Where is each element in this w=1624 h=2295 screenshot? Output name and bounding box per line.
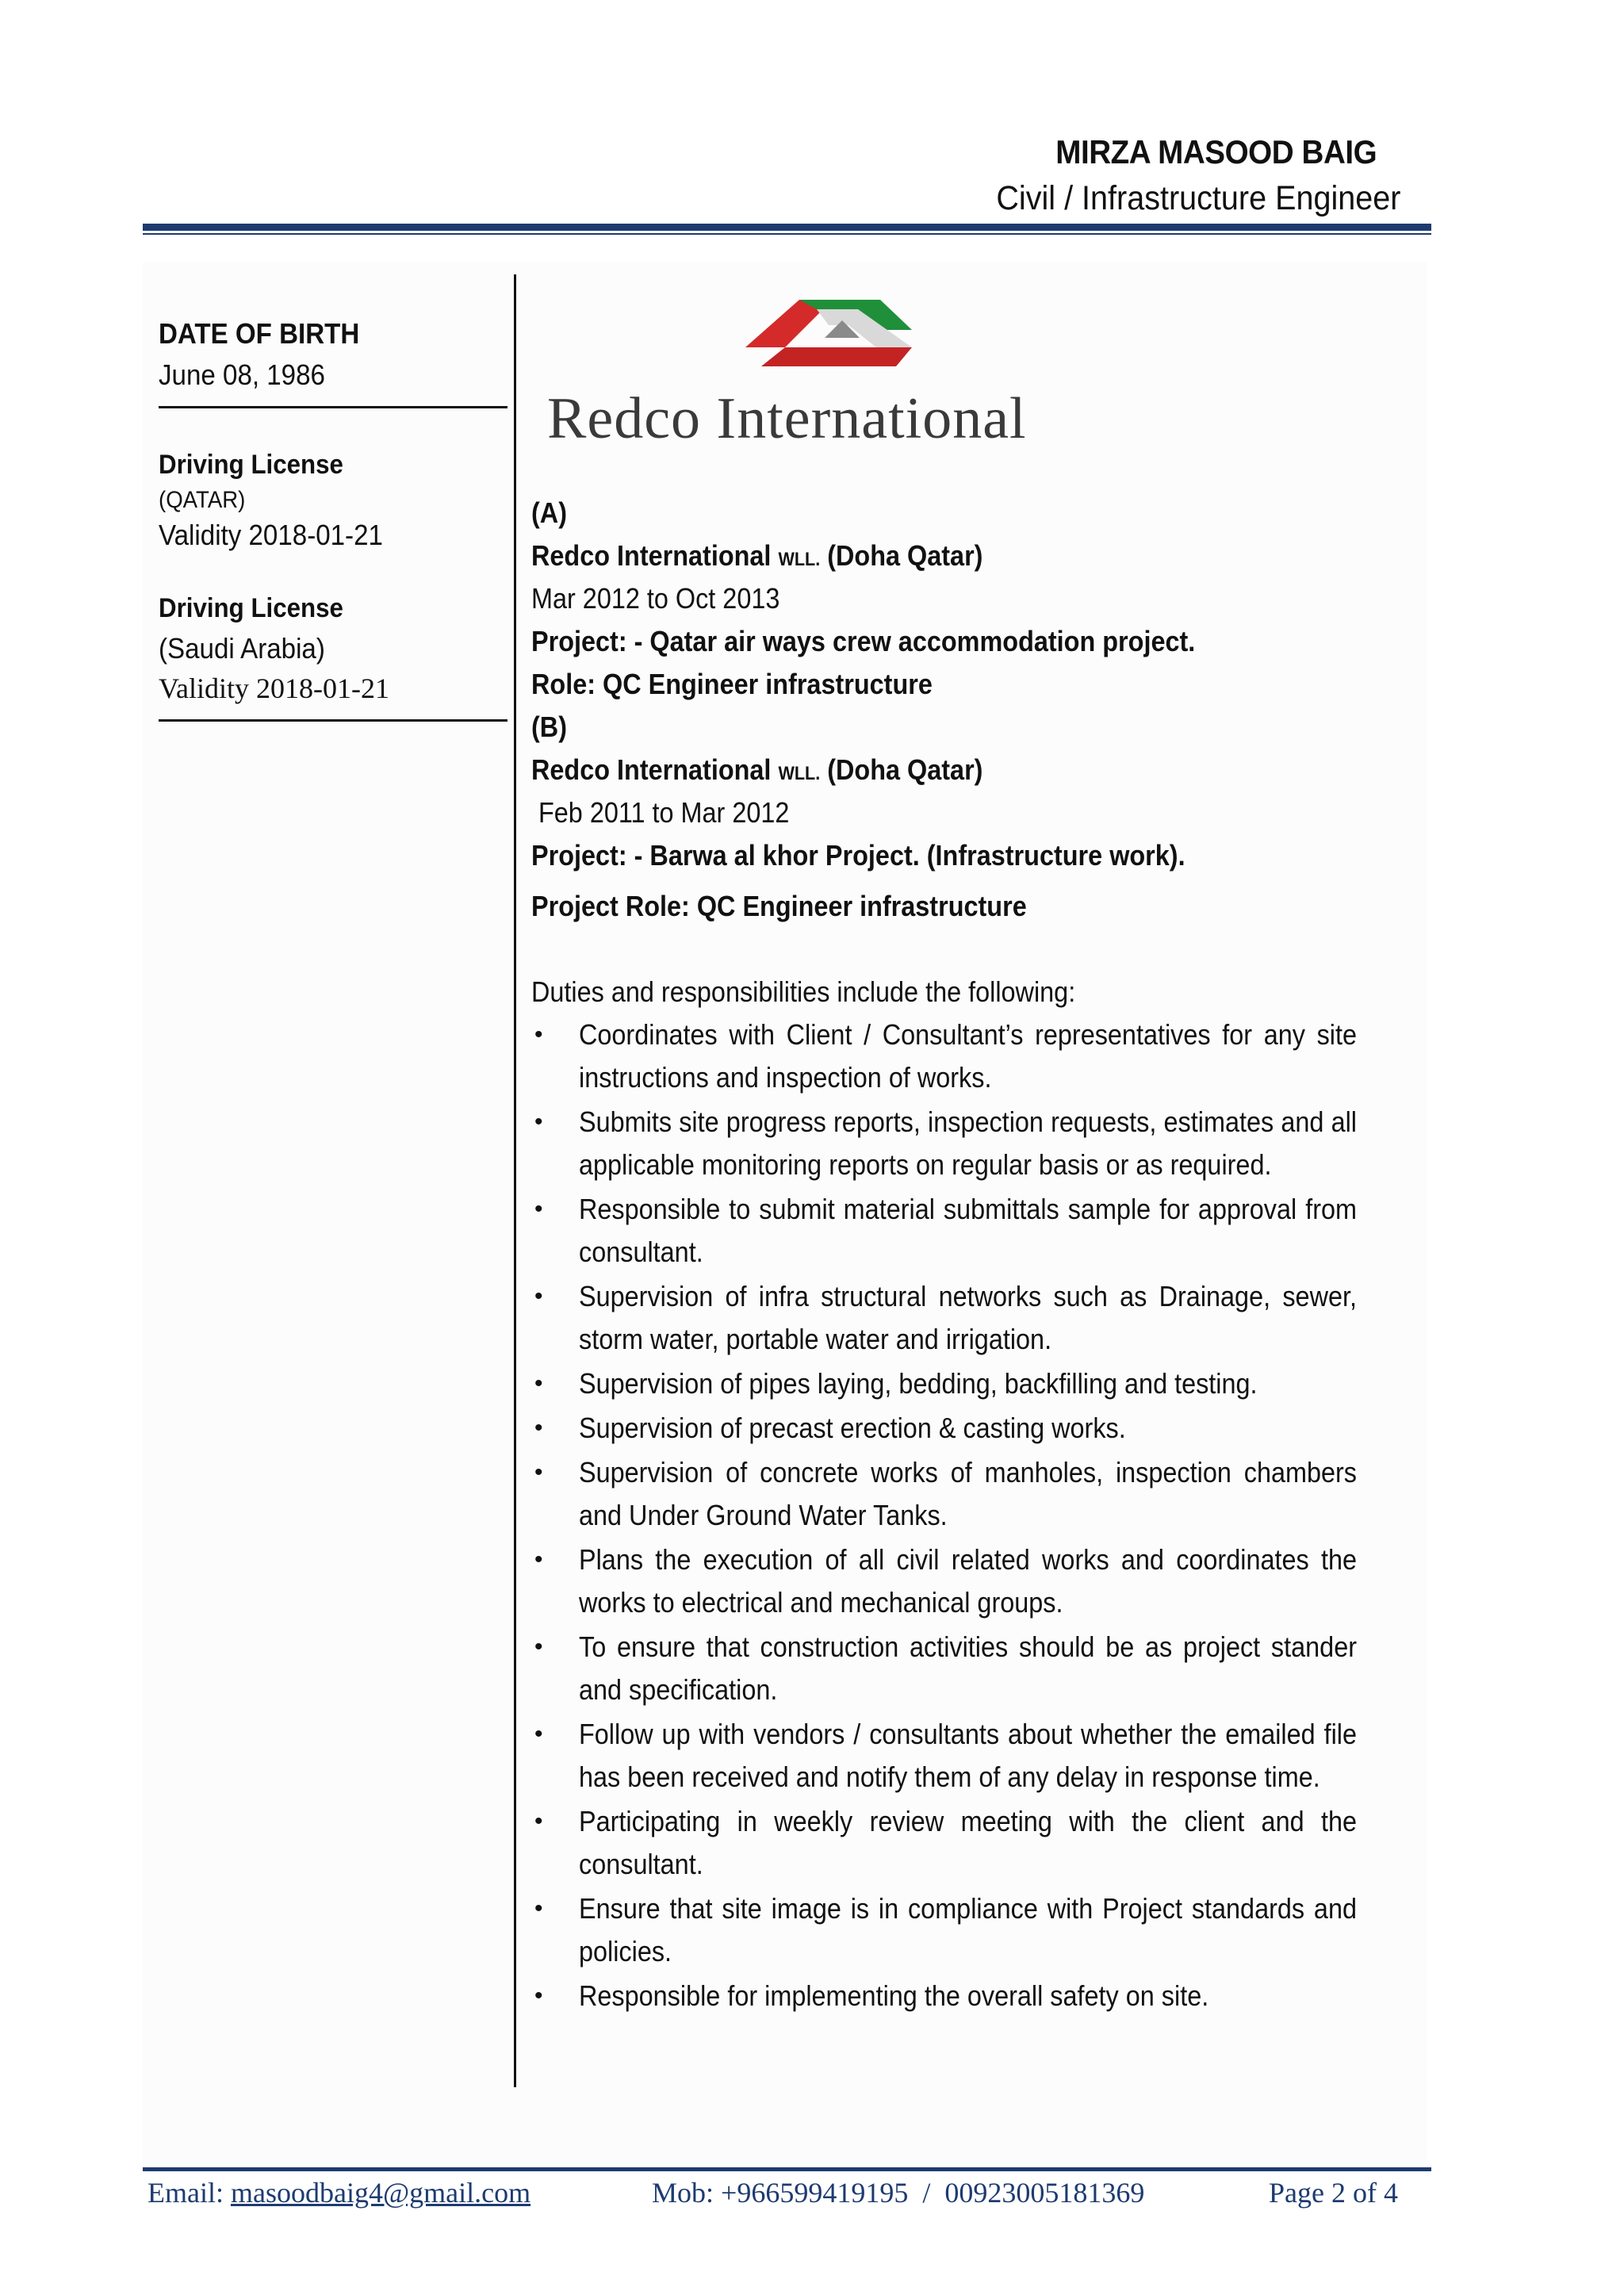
bullet-icon: • xyxy=(534,1021,543,1048)
job-role: Project Role: QC Engineer infrastructure xyxy=(531,890,1027,922)
bullet-icon: • xyxy=(534,1196,543,1222)
duty-text: Follow up with vendors / consultants about whether the emailed file has been received and notify them of any delay in response time. xyxy=(579,1718,1357,1793)
dob-label: DATE OF BIRTH xyxy=(159,317,360,350)
sidebar xyxy=(159,317,508,722)
bullet-icon: • xyxy=(534,1895,543,1921)
logo-text: Redco International xyxy=(547,386,1027,451)
duty-text: Supervision of pipes laying, bedding, backfilling and testing. xyxy=(579,1367,1258,1400)
company-name: Redco International xyxy=(531,539,772,572)
license-label: Driving License xyxy=(159,450,343,480)
duties-list xyxy=(531,1013,1435,2017)
duty-item xyxy=(531,1362,1435,1405)
license-country: (QATAR) xyxy=(159,487,246,513)
duty-item xyxy=(531,1626,1435,1711)
company-line xyxy=(531,534,1345,577)
project-name: Project: - Qatar air ways crew accommodation project. xyxy=(531,625,1196,657)
duty-item xyxy=(531,1887,1435,1973)
duty-item xyxy=(531,1101,1435,1186)
experience-section xyxy=(531,492,1435,2019)
bullet-icon: • xyxy=(534,1721,543,1747)
footer-rule xyxy=(143,2167,1431,2171)
header-rule xyxy=(143,224,1431,231)
bullet-icon: • xyxy=(534,1283,543,1309)
license-validity: Validity 2018-01-21 xyxy=(159,519,383,551)
candidate-name: MIRZA MASOOD BAIG xyxy=(1055,133,1377,170)
license-country: (Saudi Arabia) xyxy=(159,632,325,665)
duty-text: Responsible to submit material submittals sample for approval from consultant. xyxy=(579,1193,1357,1268)
duty-text: Plans the execution of all civil related works and coordinates the works to electrical and mechanical groups. xyxy=(579,1543,1357,1619)
project-name: Project: - Barwa al khor Project. (Infrastructure work). xyxy=(531,839,1185,872)
dob-value: June 08, 1986 xyxy=(159,358,325,391)
duty-item xyxy=(531,1800,1435,1886)
job-marker: (A) xyxy=(531,496,567,529)
duty-item xyxy=(531,1713,1435,1799)
duty-item xyxy=(531,1451,1435,1537)
bullet-icon: • xyxy=(534,1109,543,1135)
bullet-icon: • xyxy=(534,1415,543,1441)
duty-item xyxy=(531,1538,1435,1624)
duty-text: Participating in weekly review meeting with the client and the consultant. xyxy=(579,1805,1357,1880)
company-suffix: WLL. xyxy=(778,549,821,570)
company-name: Redco International xyxy=(531,753,772,786)
sidebar-divider xyxy=(159,406,508,408)
bullet-icon: • xyxy=(534,1546,543,1573)
duty-item xyxy=(531,1188,1435,1274)
company-line xyxy=(531,749,1345,791)
company-location: (Doha Qatar) xyxy=(827,753,983,786)
job-role: Role: QC Engineer infrastructure xyxy=(531,668,933,700)
footer-email xyxy=(147,2176,530,2209)
duty-text: Responsible for implementing the overall safety on site. xyxy=(579,1979,1209,2012)
job-dates: Feb 2011 to Mar 2012 xyxy=(531,796,790,829)
email-link[interactable]: masoodbaig4@gmail.com xyxy=(230,2177,531,2209)
license-label: Driving License xyxy=(159,593,343,623)
company-logo xyxy=(547,292,1134,450)
duty-text: To ensure that construction activities should be as project stander and specification. xyxy=(579,1630,1357,1706)
header-rule-thin xyxy=(143,233,1431,235)
candidate-title: Civil / Infrastructure Engineer xyxy=(995,179,1400,217)
duty-text: Submits site progress reports, inspection requests, estimates and all applicable monitoring reports on regular basis or as required. xyxy=(579,1105,1357,1181)
job-dates: Mar 2012 to Oct 2013 xyxy=(531,582,780,615)
page-number: Page 2 of 4 xyxy=(1269,2177,1398,2209)
duties-intro: Duties and responsibilities include the following: xyxy=(531,975,1076,1008)
bullet-icon: • xyxy=(534,1459,543,1485)
footer-mobile: Mob: +966599419195 / 00923005181369 xyxy=(652,2177,1145,2209)
company-location: (Doha Qatar) xyxy=(827,539,983,572)
logo-emblem-icon xyxy=(547,292,1134,387)
bullet-icon: • xyxy=(534,1983,543,2009)
duty-text: Coordinates with Client / Consultant’s representatives for any site instructions and inspection of works. xyxy=(579,1018,1357,1094)
email-label: Email: xyxy=(147,2177,224,2209)
duty-text: Ensure that site image is in compliance with Project standards and policies. xyxy=(579,1892,1357,1967)
bullet-icon: • xyxy=(534,1634,543,1660)
duty-item xyxy=(531,1407,1435,1450)
duty-text: Supervision of infra structural networks such as Drainage, sewer, storm water, portable water and irrigation. xyxy=(579,1280,1357,1355)
duty-item xyxy=(531,1975,1435,2017)
duty-text: Supervision of precast erection & casting works. xyxy=(579,1412,1126,1444)
duty-item xyxy=(531,1013,1435,1099)
sidebar-divider xyxy=(159,719,508,722)
job-marker: (B) xyxy=(531,711,567,743)
duty-item xyxy=(531,1275,1435,1361)
column-divider xyxy=(514,274,516,2087)
bullet-icon: • xyxy=(534,1808,543,1834)
company-suffix: WLL. xyxy=(778,763,821,784)
bullet-icon: • xyxy=(534,1370,543,1397)
duty-text: Supervision of concrete works of manholes, inspection chambers and Under Ground Water Tanks. xyxy=(579,1456,1357,1531)
license-validity: Validity 2018-01-21 xyxy=(159,672,389,704)
